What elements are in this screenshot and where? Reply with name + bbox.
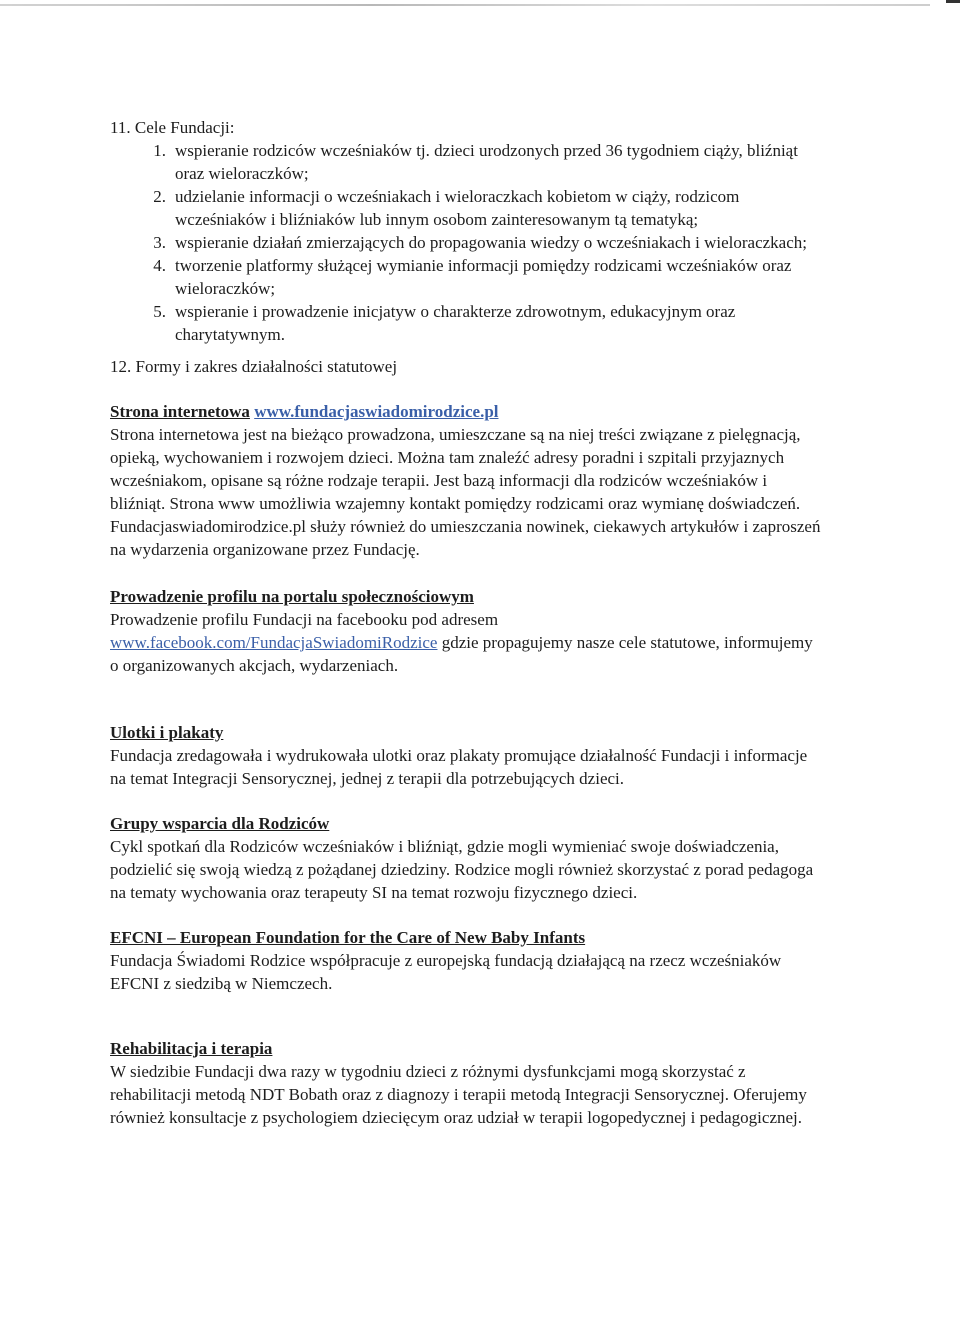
social-body [110, 631, 822, 677]
leaflets-body: Fundacja zredagowała i wydrukowała ulotki oraz plakaty promujące działalność Fundacji i informacje na temat Integracji Sensorycznej, jednej z terapii dla potrzebujących dzieci. [110, 746, 808, 788]
goal-text: wspieranie działań zmierzających do propagowania wiedzy o wcześniakach i wieloraczkach; [175, 233, 807, 252]
scan-artifact-top-line [0, 4, 930, 6]
goal-number: 2. [153, 187, 166, 206]
goal-item-3 [110, 231, 822, 254]
rehab-heading: Rehabilitacja i terapia [110, 1039, 273, 1058]
facebook-url-link[interactable]: www.facebook.com/FundacjaSwiadomiRodzice [110, 633, 438, 652]
support-groups-heading: Grupy wsparcia dla Rodziców [110, 814, 330, 833]
goal-text: wspieranie rodziców wcześniaków tj. dzieci urodzonych przed 36 tygodniem ciąży, bliźniąt oraz wieloraczków; [175, 141, 798, 183]
social-line1: Prowadzenie profilu Fundacji na facebooku pod adresem [110, 610, 499, 629]
goal-text: udzielanie informacji o wcześniakach i wieloraczkach kobietom w ciąży, rodzicom wcześniaków i bliźniaków lub innym osobom zainteresowanym tą tematyką; [175, 187, 740, 229]
document-page [110, 116, 822, 1129]
website-section [110, 400, 822, 561]
efcni-section [110, 926, 822, 995]
section-12-title: 12. Formy i zakres działalności statutowej [110, 357, 398, 376]
leaflets-section [110, 721, 822, 790]
goal-number: 1. [153, 141, 166, 160]
website-url-link[interactable]: www.fundacjaswiadomirodzice.pl [254, 402, 499, 421]
goal-number: 5. [153, 302, 166, 321]
goals-list [110, 139, 822, 346]
website-body: Strona internetowa jest na bieżąco prowadzona, umieszczane są na niej treści związane z pielęgnacją, opieką, wychowaniem i rozwojem dzieci. Można tam znaleźć adresy poradni i szpitali przyjaznych wcześniakom, opisane są różne rodzaje terapii. Jest bazą informacji dla rodziców wcześniaków i bliźniąt. Strona www umożliwia wzajemny kontakt pomiędzy rodzicami oraz wymianę doświadczeń. Fundacjaswiadomirodzice.pl służy również do umieszczania nowinek, ciekawych artykułów i zaproszeń na wydarzenia organizowane przez Fundację. [110, 425, 821, 559]
goal-item-2 [110, 185, 822, 231]
goal-item-4 [110, 254, 822, 300]
goal-item-5 [110, 300, 822, 346]
social-body-rest: gdzie propagujemy nasze cele statutowe, informujemy o organizowanych akcjach, wydarzeniach. [110, 633, 813, 675]
social-section [110, 585, 822, 677]
goal-text: tworzenie platformy służącej wymianie informacji pomiędzy rodzicami wcześniaków oraz wieloraczków; [175, 256, 792, 298]
scan-artifact-corner-mark [946, 0, 960, 3]
goal-item-1 [110, 139, 822, 185]
social-heading: Prowadzenie profilu na portalu społecznościowym [110, 587, 474, 606]
leaflets-heading: Ulotki i plakaty [110, 723, 224, 742]
goal-text: wspieranie i prowadzenie inicjatyw o charakterze zdrowotnym, edukacyjnym oraz charytatywnym. [175, 302, 736, 344]
rehab-body: W siedzibie Fundacji dwa razy w tygodniu dzieci z różnymi dysfunkcjami mogą skorzystać z rehabilitacji metodą NDT Bobath oraz z diagnozy i terapii metodą Integracji Sensorycznej. Oferujemy również konsultacje z psychologiem dziecięcym oraz udział w terapii logopedycznej i pedagogicznej. [110, 1062, 807, 1127]
goal-number: 4. [153, 256, 166, 275]
support-groups-section [110, 812, 822, 904]
goal-number: 3. [153, 233, 166, 252]
support-groups-body: Cykl spotkań dla Rodziców wcześniaków i bliźniąt, gdzie mogli wymieniać swoje doświadczenia, podzielić się swoją wiedzą z pożądanej dziedziny. Rodzice mogli również skorzystać z porad pedagoga na tematy wychowania oraz terapeuty SI na temat rozwoju fizycznego dzieci. [110, 837, 814, 902]
section-11-title: 11. Cele Fundacji: [110, 118, 235, 137]
website-heading: Strona internetowa [110, 402, 250, 421]
efcni-body: Fundacja Świadomi Rodzice współpracuje z europejską fundacją działającą na rzecz wcześniaków EFCNI z siedzibą w Niemczech. [110, 951, 782, 993]
rehab-section [110, 1037, 822, 1129]
efcni-heading: EFCNI – European Foundation for the Care of New Baby Infants [110, 928, 586, 947]
